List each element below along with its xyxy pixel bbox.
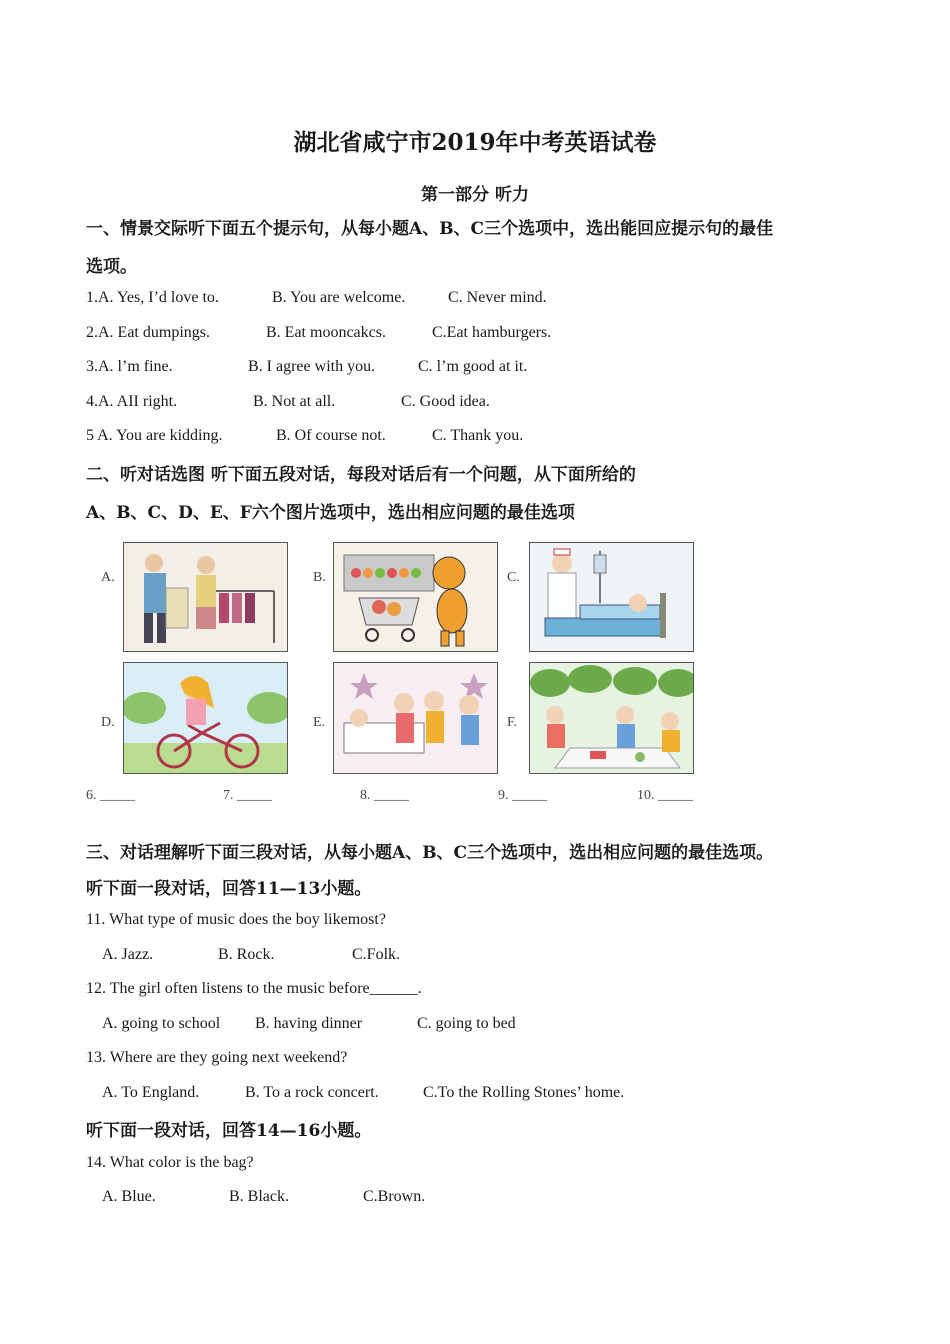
question-13: 13. Where are they going next weekend?	[86, 1049, 348, 1066]
picture-label-f: F.	[507, 715, 518, 730]
option-c: C.Brown.	[363, 1188, 426, 1205]
option-a: A. Blue.	[102, 1188, 156, 1205]
page-title: 湖北省咸宁市2019年中考英语试卷	[293, 129, 657, 156]
option-c: C.To the Rolling Stones’ home.	[423, 1084, 625, 1101]
section3-sub2: 听下面一段对话，回答14—16小题。	[86, 1121, 372, 1141]
option-a: A. To England.	[102, 1084, 200, 1101]
picture-label-e: E.	[313, 715, 326, 730]
hospital-visit-icon	[334, 663, 497, 773]
picture-label-a: A.	[101, 570, 115, 585]
picture-label-c: C.	[507, 570, 520, 585]
option-b: B. Black.	[229, 1188, 289, 1205]
option-a: A. Jazz.	[102, 946, 154, 963]
picnic-icon	[530, 663, 693, 773]
question-14: 14. What color is the bag?	[86, 1154, 254, 1171]
part-title: 第一部分 听力	[421, 185, 529, 205]
option-a: 4.A. AII right.	[86, 393, 178, 410]
answer-blank-10[interactable]: 10. _____	[637, 788, 693, 803]
option-b: B. Rock.	[218, 946, 275, 963]
option-b: B. Of course not.	[276, 427, 386, 444]
nurse-hospital-icon	[530, 543, 693, 651]
option-c: C. Never mind.	[448, 289, 547, 306]
section2-heading: 二、听对话选图 听下面五段对话，每段对话后有一个问题，从下面所给的	[86, 465, 636, 485]
option-c: C. going to bed	[417, 1015, 516, 1032]
section2-heading-cont: A、B、C、D、E、F六个图片选项中，选出相应问题的最佳选项	[86, 503, 575, 523]
picture-label-d: D.	[101, 715, 115, 730]
section1-heading-cont: 选项。	[86, 257, 137, 277]
option-a: 2.A. Eat dumpings.	[86, 324, 210, 341]
cat-shopping-picture	[333, 542, 498, 652]
option-c: C.Folk.	[352, 946, 401, 963]
option-c: C. Thank you.	[432, 427, 524, 444]
hospital-visit-picture	[333, 662, 498, 774]
option-b: B. You are welcome.	[272, 289, 406, 306]
question-12: 12. The girl often listens to the music before______.	[86, 980, 422, 997]
picnic-picture	[529, 662, 694, 774]
question-11: 11. What type of music does the boy likemost?	[86, 911, 386, 928]
option-a: 5 A. You are kidding.	[86, 427, 223, 444]
option-a: A. going to school	[102, 1015, 221, 1032]
girl-cycling-icon	[124, 663, 287, 773]
option-b: B. To a rock concert.	[245, 1084, 379, 1101]
answer-blank-7[interactable]: 7. _____	[223, 788, 272, 803]
section1-heading: 一、情景交际听下面五个提示句，从每小题A、B、C三个选项中，选出能回应提示句的最佳	[86, 219, 774, 239]
shopping-clothes-icon	[124, 543, 287, 651]
option-c: C. Good idea.	[401, 393, 490, 410]
option-b: B. Not at all.	[253, 393, 336, 410]
option-b: B. having dinner	[255, 1015, 363, 1032]
girl-cycling-picture	[123, 662, 288, 774]
answer-blank-6[interactable]: 6. _____	[86, 788, 135, 803]
answer-blank-9[interactable]: 9. _____	[498, 788, 547, 803]
nurse-hospital-picture	[529, 542, 694, 652]
option-a: 3.A. l’m fine.	[86, 358, 173, 375]
option-b: B. I agree with you.	[248, 358, 376, 375]
picture-label-b: B.	[313, 570, 326, 585]
option-c: C.Eat hamburgers.	[432, 324, 552, 341]
answer-blank-8[interactable]: 8. _____	[360, 788, 409, 803]
shopping-clothes-picture	[123, 542, 288, 652]
option-b: B. Eat mooncakcs.	[266, 324, 386, 341]
option-c: C. l’m good at it.	[418, 358, 528, 375]
option-a: 1.A. Yes, I’d love to.	[86, 289, 219, 306]
section3-heading: 三、对话理解听下面三段对话，从每小题A、B、C三个选项中，选出相应问题的最佳选项。	[86, 843, 774, 863]
section3-sub1: 听下面一段对话，回答11—13小题。	[86, 879, 372, 899]
cat-shopping-cart-icon	[334, 543, 497, 651]
